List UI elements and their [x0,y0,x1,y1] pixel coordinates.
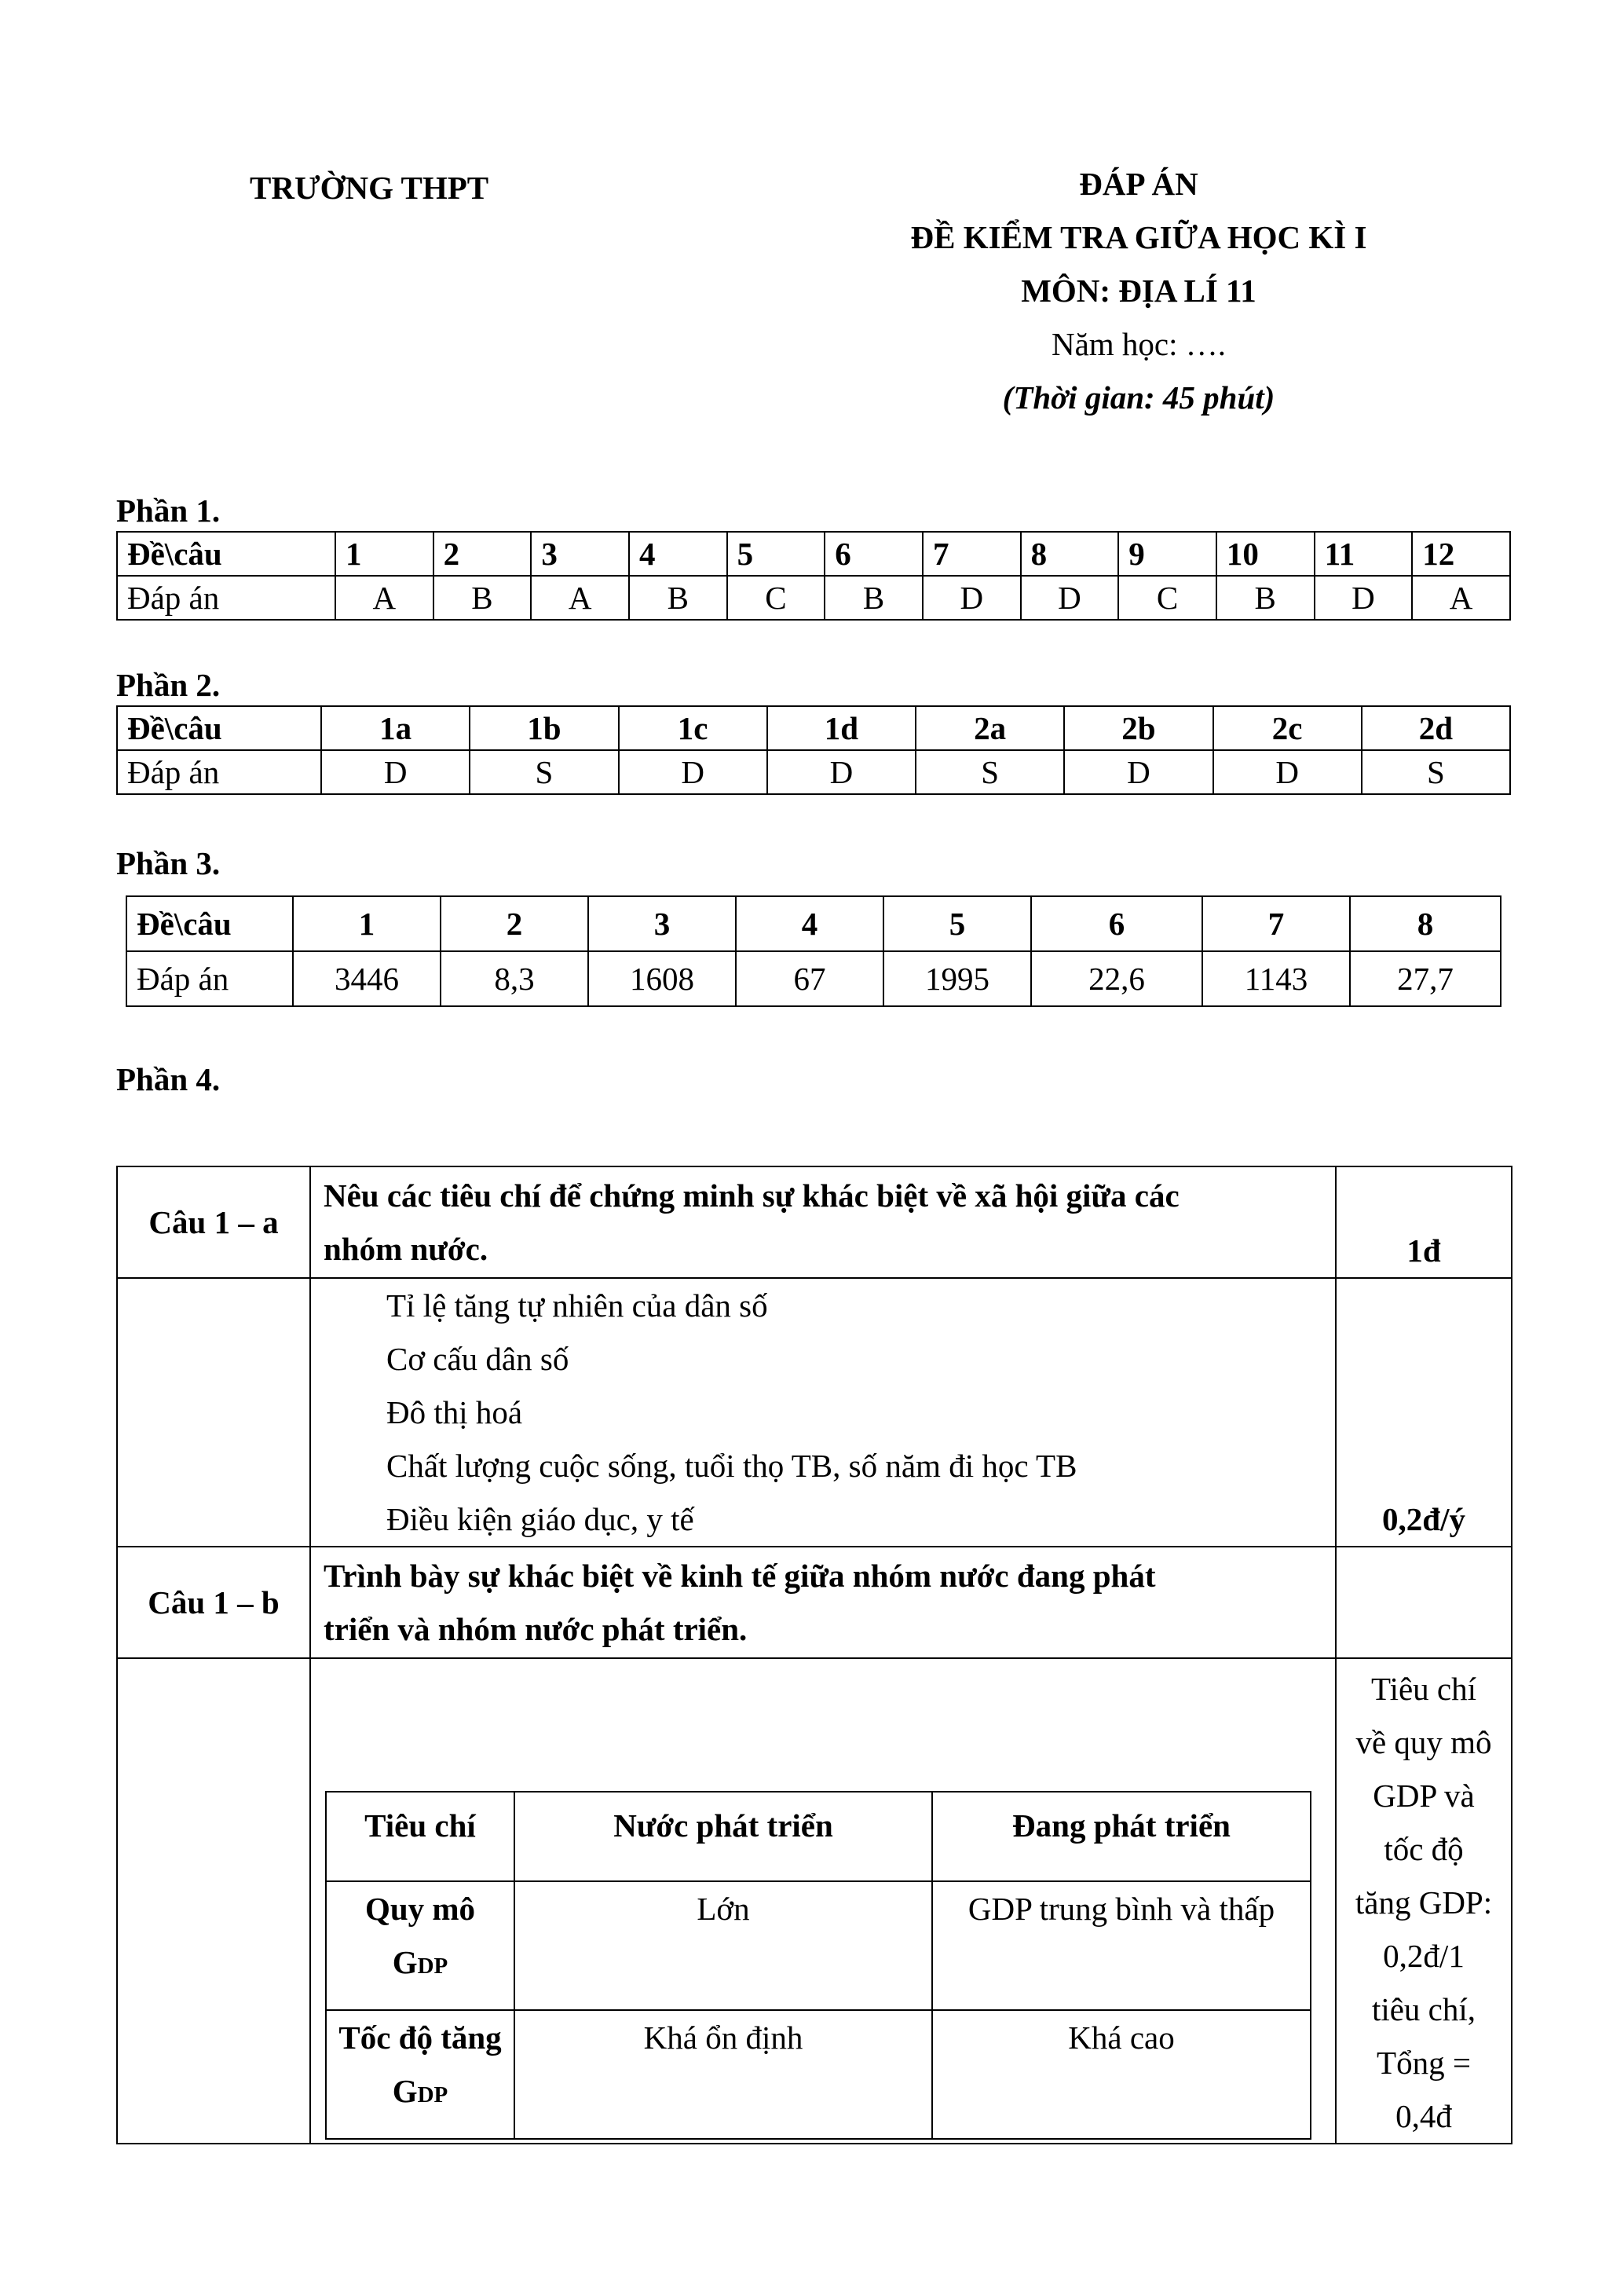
question-cell: 1b [470,706,618,750]
answer-cell: A [531,576,629,620]
answer-cell: 1608 [588,951,736,1006]
q1a-question-line2: nhóm nước. [324,1231,488,1267]
part3-question-row [126,896,1501,951]
developing-cell: Khá cao [932,2010,1311,2139]
q1a-label: Câu 1 – a [117,1166,310,1278]
q1b-question-line2: triển và nhóm nước phát triển. [324,1611,748,1647]
school-year: Năm học: …. [1051,326,1227,362]
answer-cell: 3446 [293,951,441,1006]
question-cell: 2c [1213,706,1362,750]
developed-cell: Lớn [514,1881,932,2010]
criteria-line2: Gdp [392,1944,448,1980]
q1a-answer-list [310,1278,1336,1547]
answer-cell: B [629,576,727,620]
q1a-item-points: 0,2đ/ý [1336,1278,1512,1547]
criteria-cell [326,2010,514,2139]
question-cell: 2d [1362,706,1510,750]
part1-table [116,531,1511,621]
question-cell: 2 [433,532,532,576]
question-cell: 7 [1202,896,1350,951]
doc-title: ĐÁP ÁN [1079,166,1198,202]
q1a-question [310,1166,1336,1278]
list-item: Cơ cấu dân số [386,1341,569,1377]
question-cell: 6 [825,532,923,576]
question-cell: 8 [1021,532,1119,576]
part2-title: Phần 2. [116,667,221,703]
part3-table [126,895,1501,1007]
q1b-label: Câu 1 – b [117,1547,310,1658]
developing-cell: GDP trung bình và thấp [932,1881,1311,2010]
answer-label: Đáp án [117,750,321,794]
question-cell: 5 [727,532,825,576]
q1a-row [117,1166,1512,1278]
answer-cell: 1143 [1202,951,1350,1006]
part4-title: Phần 4. [116,1061,221,1097]
list-item: Đô thị hoá [386,1394,523,1430]
question-cell: 1c [619,706,767,750]
answer-cell: A [335,576,433,620]
part1-answer-row [117,576,1510,620]
question-cell: 5 [883,896,1031,951]
answer-cell: B [433,576,532,620]
subject-title: MÔN: ĐỊA LÍ 11 [1021,273,1256,309]
question-cell: 1 [335,532,433,576]
question-cell: 1d [767,706,916,750]
answer-cell: 1995 [883,951,1031,1006]
part3-answer-row [126,951,1501,1006]
question-cell: 4 [736,896,883,951]
criteria-line2: Gdp [392,2073,448,2109]
question-cell: 7 [923,532,1021,576]
answer-label: Đáp án [117,576,335,620]
question-cell: 3 [531,532,629,576]
list-item: Điều kiện giáo dục, y tế [386,1501,694,1537]
answer-cell: D [619,750,767,794]
q1a-question-line1: Nêu các tiêu chí để chứng minh sự khác biệt về xã hội giữa các [324,1177,1180,1214]
answer-cell: S [1362,750,1510,794]
question-cell: 2b [1064,706,1213,750]
table-row [326,2010,1311,2139]
score-line: Tổng = [1377,2045,1471,2081]
q1b-answer-cell [310,1658,1336,2144]
criteria-cell [326,1881,514,2010]
table-row [326,1881,1311,2010]
answer-cell: D [1064,750,1213,794]
criteria-line1: Tốc độ tăng [338,2020,502,2056]
question-cell: 1 [293,896,441,951]
part1-title: Phần 1. [116,493,221,529]
economic-comparison-table [325,1791,1311,2140]
answer-cell: B [825,576,923,620]
score-line: tiêu chí, [1371,1991,1476,2027]
answer-cell: B [1216,576,1315,620]
part4-table [116,1166,1512,2144]
part2-answer-row [117,750,1510,794]
answer-cell: 22,6 [1031,951,1202,1006]
q1b-question [310,1547,1336,1658]
q1b-answer-row [117,1658,1512,2144]
part3-title: Phần 3. [116,845,221,881]
question-cell: 9 [1118,532,1216,576]
criteria-line1: Quy mô [364,1891,476,1927]
question-cell: 8 [1350,896,1501,951]
question-cell: 12 [1412,532,1510,576]
question-cell: 3 [588,896,736,951]
answer-cell: A [1412,576,1510,620]
exam-title: ĐỀ KIỂM TRA GIỮA HỌC KÌ I [910,219,1367,255]
row-label: Đề\câu [117,532,335,576]
school-name: TRƯỜNG THPT [250,170,489,206]
header-criteria: Tiêu chí [326,1792,514,1881]
empty-cell [117,1278,310,1547]
list-item: Chất lượng cuộc sống, tuổi thọ TB, số năm đi học TB [386,1448,1077,1484]
answer-cell: 67 [736,951,883,1006]
answer-cell: S [470,750,618,794]
score-line: tăng GDP: [1355,1884,1493,1921]
q1a-points: 1đ [1336,1166,1512,1278]
answer-cell: D [923,576,1021,620]
score-line: tốc độ [1384,1831,1464,1867]
q1b-question-line1: Trình bày sự khác biệt về kinh tế giữa nhóm nước đang phát [324,1558,1156,1594]
question-cell: 2a [916,706,1064,750]
question-cell: 11 [1315,532,1413,576]
answer-cell: C [1118,576,1216,620]
empty-cell [117,1658,310,2144]
question-cell: 6 [1031,896,1202,951]
answer-cell: D [1315,576,1413,620]
answer-cell: 27,7 [1350,951,1501,1006]
exam-time: (Thời gian: 45 phút) [1002,379,1275,416]
q1a-answer-row [117,1278,1512,1547]
answer-cell: D [767,750,916,794]
table-header-row [326,1792,1311,1881]
score-line: Tiêu chí [1370,1671,1477,1707]
answer-label: Đáp án [126,951,293,1006]
row-label: Đề\câu [126,896,293,951]
answer-cell: D [1213,750,1362,794]
question-cell: 4 [629,532,727,576]
q1b-score-notes [1336,1658,1512,2144]
list-item: Tỉ lệ tăng tự nhiên của dân số [386,1287,768,1324]
answer-cell: 8,3 [441,951,588,1006]
header-block [825,157,1453,424]
part2-table [116,705,1511,795]
answer-cell: C [727,576,825,620]
empty-cell [1336,1547,1512,1658]
answer-cell: D [321,750,470,794]
answer-cell: S [916,750,1064,794]
answer-cell: D [1021,576,1119,620]
question-cell: 1a [321,706,470,750]
score-line: GDP và [1373,1778,1475,1814]
question-cell: 2 [441,896,588,951]
part2-question-row [117,706,1510,750]
header-developed: Nước phát triển [514,1792,932,1881]
question-cell: 10 [1216,532,1315,576]
part1-question-row [117,532,1510,576]
score-line: về quy mô [1355,1724,1492,1760]
score-line: 0,2đ/1 [1383,1938,1465,1974]
developed-cell: Khá ổn định [514,2010,932,2139]
header-developing: Đang phát triển [932,1792,1311,1881]
row-label: Đề\câu [117,706,321,750]
score-line: 0,4đ [1395,2098,1452,2134]
q1b-row [117,1547,1512,1658]
